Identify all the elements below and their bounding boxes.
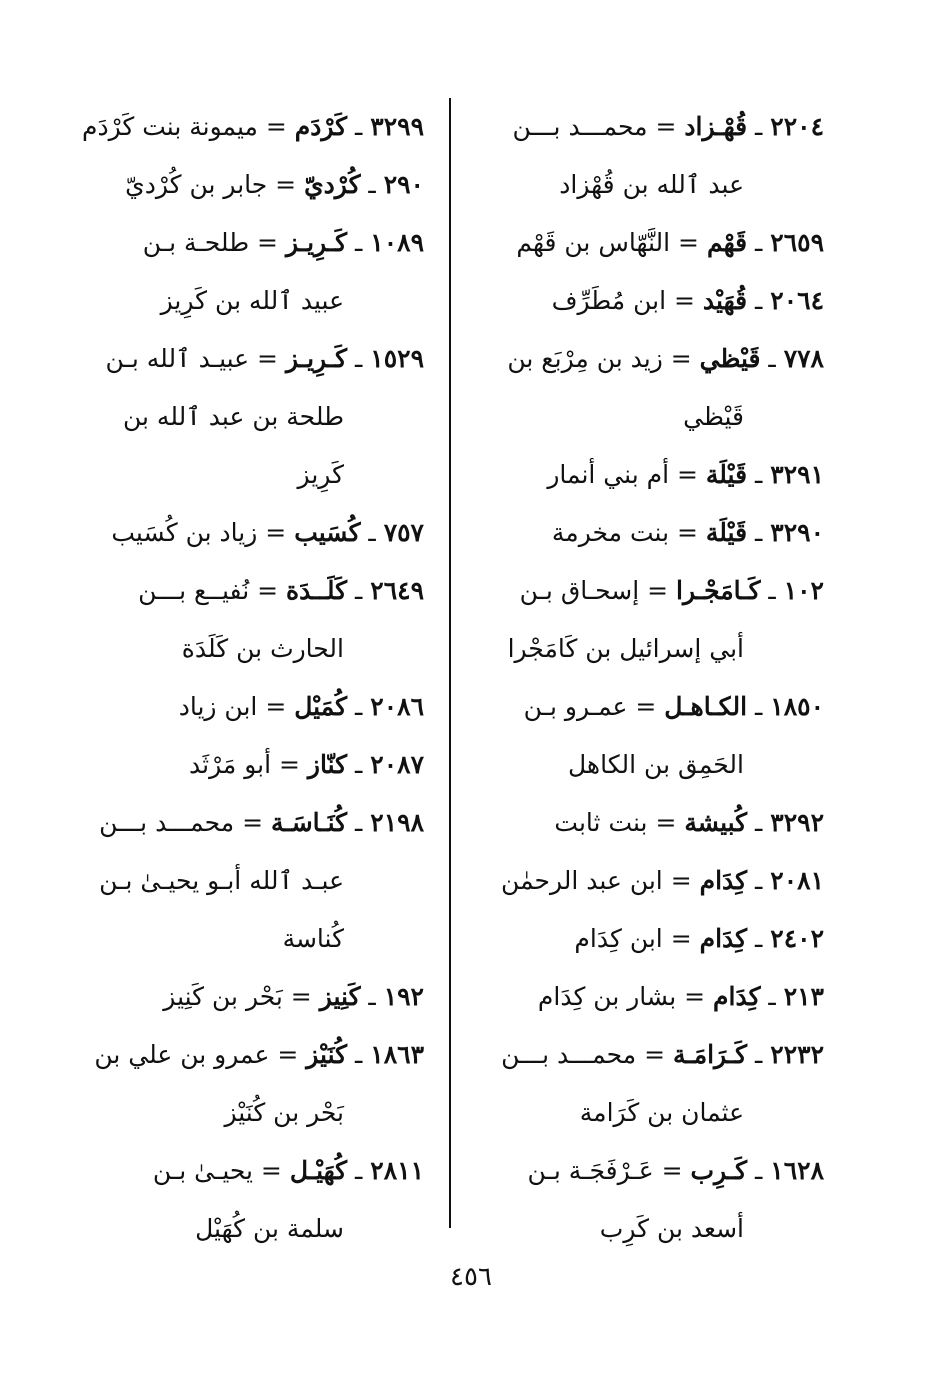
entry-name: قُهْـزاد <box>684 112 748 141</box>
entry-number: ٢٦٤٩ <box>370 576 424 605</box>
entry-value: بَحْر بن كَنِيز <box>163 982 283 1011</box>
entry-value: زيد بن مِرْبَع بن <box>507 344 663 373</box>
entry-name: كِدَام <box>713 982 761 1011</box>
entry-name: كِدَام <box>699 924 748 953</box>
entry-number: ٢٤٠٢ <box>770 924 824 953</box>
entry-value: طلحـة بـن <box>142 228 250 257</box>
entry-name: الكـاهـل <box>664 692 748 721</box>
entry-value: ابن مُطَرِّف <box>551 286 667 315</box>
entry-number: ٣٢٩١ <box>770 460 824 489</box>
entry-number: ٣٢٩٢ <box>770 808 824 837</box>
entry-number: ٢٠٦٤ <box>770 286 824 315</box>
entry-name: كُسَيب <box>294 518 361 547</box>
entry-value: بنت ثابت <box>554 808 648 837</box>
entry-name: كَنِيز <box>319 982 361 1011</box>
entry-name: كُهَيْـل <box>289 1156 348 1185</box>
entry-name: قَيْلَة <box>705 460 748 489</box>
index-entry: ٢٠٨١ ـ كِدَام = ابن عبد الرحمٰن <box>501 866 824 895</box>
entry-number: ٢٠٨١ <box>770 866 824 895</box>
index-entry: ٢٦٤٩ ـ كَلَــدَة = نُفيــع بـــن الحارث بن كَلَدَة <box>72 562 424 678</box>
entry-continuation: عثمان بن كَرَامة <box>579 1098 744 1127</box>
page-number: ٤٥٦ <box>450 1262 492 1292</box>
entry-name: كَـرِيـز <box>285 344 348 373</box>
entry-value: إسحـاق بـن <box>519 576 640 605</box>
entry-name: كَـامَجْـرا <box>676 576 761 605</box>
index-entry: ١٨٦٣ ـ كُنَيْز = عمرو بن علي بن بَحْر بن كُنَيْز <box>72 1026 424 1142</box>
entry-continuation: سلمة بن كُهَيْل <box>195 1214 344 1243</box>
entry-continuation: أبي إسرائيل بن كَامَجْرا <box>507 634 744 663</box>
entry-number: ١٨٥٠ <box>770 692 824 721</box>
entry-continuation: قَيْظي <box>683 402 744 431</box>
entry-value: ميمونة بنت كَرْدَم <box>81 112 258 141</box>
index-entry: ١٩٢ ـ كَنِيز = بَحْر بن كَنِيز <box>163 982 424 1011</box>
entry-continuation: الحَمِق بن الكاهل <box>568 750 744 779</box>
index-entry: ٢٢٠٤ ـ قُهْـزاد = محمـــد بـــن عبد ٱلله بن قُهْزاد <box>469 98 824 214</box>
entry-name: كِدَام <box>699 866 748 895</box>
index-entry: ٢١٩٨ ـ كُنَـاسَـة = محمـــد بـــن عبـد ٱلله أبـو يحيـىٰ بـن كُناسة <box>72 794 424 968</box>
entry-continuation: عبيد ٱلله بن كَرِيز <box>160 286 344 315</box>
index-entry: ٣٢٩٩ ـ كَرْدَم = ميمونة بنت كَرْدَم <box>81 112 424 141</box>
entry-value: أم بني أنمار <box>547 460 670 489</box>
entry-number: ١٨٦٣ <box>370 1040 424 1069</box>
entry-number: ٣٢٩٠ <box>770 518 824 547</box>
index-entry: ٣٢٩٠ ـ قَيْلَة = بنت مخرمة <box>551 518 824 547</box>
entry-number: ١٥٢٩ <box>370 344 424 373</box>
index-entry: ٢٤٠٢ ـ كِدَام = ابن كِدَام <box>574 924 824 953</box>
entry-value: أبو مَرْثَد <box>189 750 272 779</box>
entry-number: ٧٥٧ <box>383 518 424 547</box>
entry-value: محمـــد بـــن <box>99 808 235 837</box>
entry-value: بشار بن كِدَام <box>537 982 677 1011</box>
index-entry: ٢٠٨٦ ـ كُمَيْل = ابن زياد <box>178 692 424 721</box>
entry-name: كَـرِب <box>690 1156 748 1185</box>
index-entry: ٣٢٩١ ـ قَيْلَة = أم بني أنمار <box>547 460 824 489</box>
index-entry: ٢٦٥٩ ـ قَهْم = النَّهّاس بن قَهْم <box>516 228 824 257</box>
entry-continuation: طلحة بن عبد ٱلله بن كَرِيز <box>122 402 344 489</box>
entry-number: ٢٩٠ <box>383 170 424 199</box>
entry-number: ٢٨١١ <box>370 1156 424 1185</box>
entry-name: كُبيشة <box>684 808 748 837</box>
entry-value: ابن كِدَام <box>574 924 663 953</box>
entry-name: كَلَــدَة <box>286 576 348 605</box>
entry-name: كنّاز <box>307 750 348 779</box>
index-entry: ١٨٥٠ ـ الكـاهـل = عمـرو بـن الحَمِق بن الكاهل <box>469 678 824 794</box>
index-entry: ١٠٢ ـ كَـامَجْـرا = إسحـاق بـن أبي إسرائيل بن كَامَجْرا <box>469 562 824 678</box>
entry-continuation: عبـد ٱلله أبـو يحيـىٰ بـن كُناسة <box>99 866 344 953</box>
index-entry: ٢٠٨٧ ـ كنّاز = أبو مَرْثَد <box>189 750 424 779</box>
entry-name: كُمَيْل <box>294 692 348 721</box>
entry-number: ٢١٩٨ <box>370 808 424 837</box>
entry-name: قَهْم <box>706 228 748 257</box>
entry-value: نُفيــع بـــن <box>138 576 250 605</box>
entry-value: عَـرْفَجَـة بـن <box>527 1156 654 1185</box>
index-entry: ٧٥٧ ـ كُسَيب = زياد بن كُسَيب <box>111 518 424 547</box>
index-entry: ٣٢٩٢ ـ كُبيشة = بنت ثابت <box>554 808 824 837</box>
entry-number: ٢٠٨٧ <box>370 750 424 779</box>
right-column <box>469 98 824 1258</box>
entry-value: محمـــد بـــن <box>501 1040 637 1069</box>
index-entry: ١٠٨٩ ـ كَـرِيـز = طلحـة بـن عبيد ٱلله بن كَرِيز <box>72 214 424 330</box>
entry-value: محمـــد بـــن <box>512 112 648 141</box>
index-entry: ٢٨١١ ـ كُهَيْـل = يحيـىٰ بـن سلمة بن كُهَيْل <box>72 1142 424 1258</box>
entry-number: ٢١٣ <box>783 982 824 1011</box>
entry-name: قُهَيْد <box>702 286 748 315</box>
entry-number: ٢٠٨٦ <box>370 692 424 721</box>
entry-name: كَرْدَم <box>294 112 348 141</box>
entry-continuation: أسعد بن كَرِب <box>599 1214 744 1243</box>
entry-continuation: الحارث بن كَلَدَة <box>181 634 344 663</box>
entry-number: ٢٦٥٩ <box>770 228 824 257</box>
entry-value: عمرو بن علي بن <box>94 1040 270 1069</box>
index-entry: ٢٢٣٢ ـ كَـرَامَـة = محمـــد بـــن عثمان بن كَرَامة <box>469 1026 824 1142</box>
index-entry: ٧٧٨ ـ قَيْظي = زيد بن مِرْبَع بن قَيْظي <box>469 330 824 446</box>
entry-value: عمـرو بـن <box>523 692 628 721</box>
entry-number: ١٩٢ <box>383 982 424 1011</box>
entry-number: ١٦٢٨ <box>770 1156 824 1185</box>
entry-number: ١٠٢ <box>783 576 824 605</box>
entry-name: كَـرَامَـة <box>672 1040 748 1069</box>
index-entry: ١٥٢٩ ـ كَـرِيـز = عبيـد ٱلله بـن طلحة بن عبد ٱلله بن كَرِيز <box>72 330 424 504</box>
index-entry: ٢٠٦٤ ـ قُهَيْد = ابن مُطَرِّف <box>551 286 824 315</box>
entry-continuation: عبد ٱلله بن قُهْزاد <box>559 170 744 199</box>
entry-value: ابن زياد <box>178 692 258 721</box>
entry-number: ٧٧٨ <box>783 344 824 373</box>
entry-name: كُنَيْز <box>306 1040 348 1069</box>
entry-value: بنت مخرمة <box>551 518 670 547</box>
entry-number: ٣٢٩٩ <box>370 112 424 141</box>
entry-value: زياد بن كُسَيب <box>111 518 258 547</box>
entry-name: قَيْلَة <box>705 518 748 547</box>
entry-name: قَيْظي <box>699 344 761 373</box>
column-divider <box>449 98 451 1228</box>
entry-number: ٢٢٠٤ <box>770 112 824 141</box>
index-entry: ٢٩٠ ـ كُرْديّ = جابر بن كُرْديّ <box>125 170 424 199</box>
entry-name: كُرْديّ <box>304 170 361 199</box>
left-column <box>72 98 424 1258</box>
entry-number: ١٠٨٩ <box>370 228 424 257</box>
entry-value: النَّهّاس بن قَهْم <box>516 228 671 257</box>
entry-number: ٢٢٣٢ <box>770 1040 824 1069</box>
entry-value: ابن عبد الرحمٰن <box>501 866 663 895</box>
entry-name: كُنَـاسَـة <box>271 808 348 837</box>
entry-continuation: بَحْر بن كُنَيْز <box>224 1098 344 1127</box>
entry-value: عبيـد ٱلله بـن <box>105 344 250 373</box>
entry-value: جابر بن كُرْديّ <box>125 170 268 199</box>
entry-name: كَـرِيـز <box>285 228 348 257</box>
index-entry: ١٦٢٨ ـ كَـرِب = عَـرْفَجَـة بـن أسعد بن كَرِب <box>469 1142 824 1258</box>
entry-value: يحيـىٰ بـن <box>152 1156 253 1185</box>
index-entry: ٢١٣ ـ كِدَام = بشار بن كِدَام <box>537 982 824 1011</box>
